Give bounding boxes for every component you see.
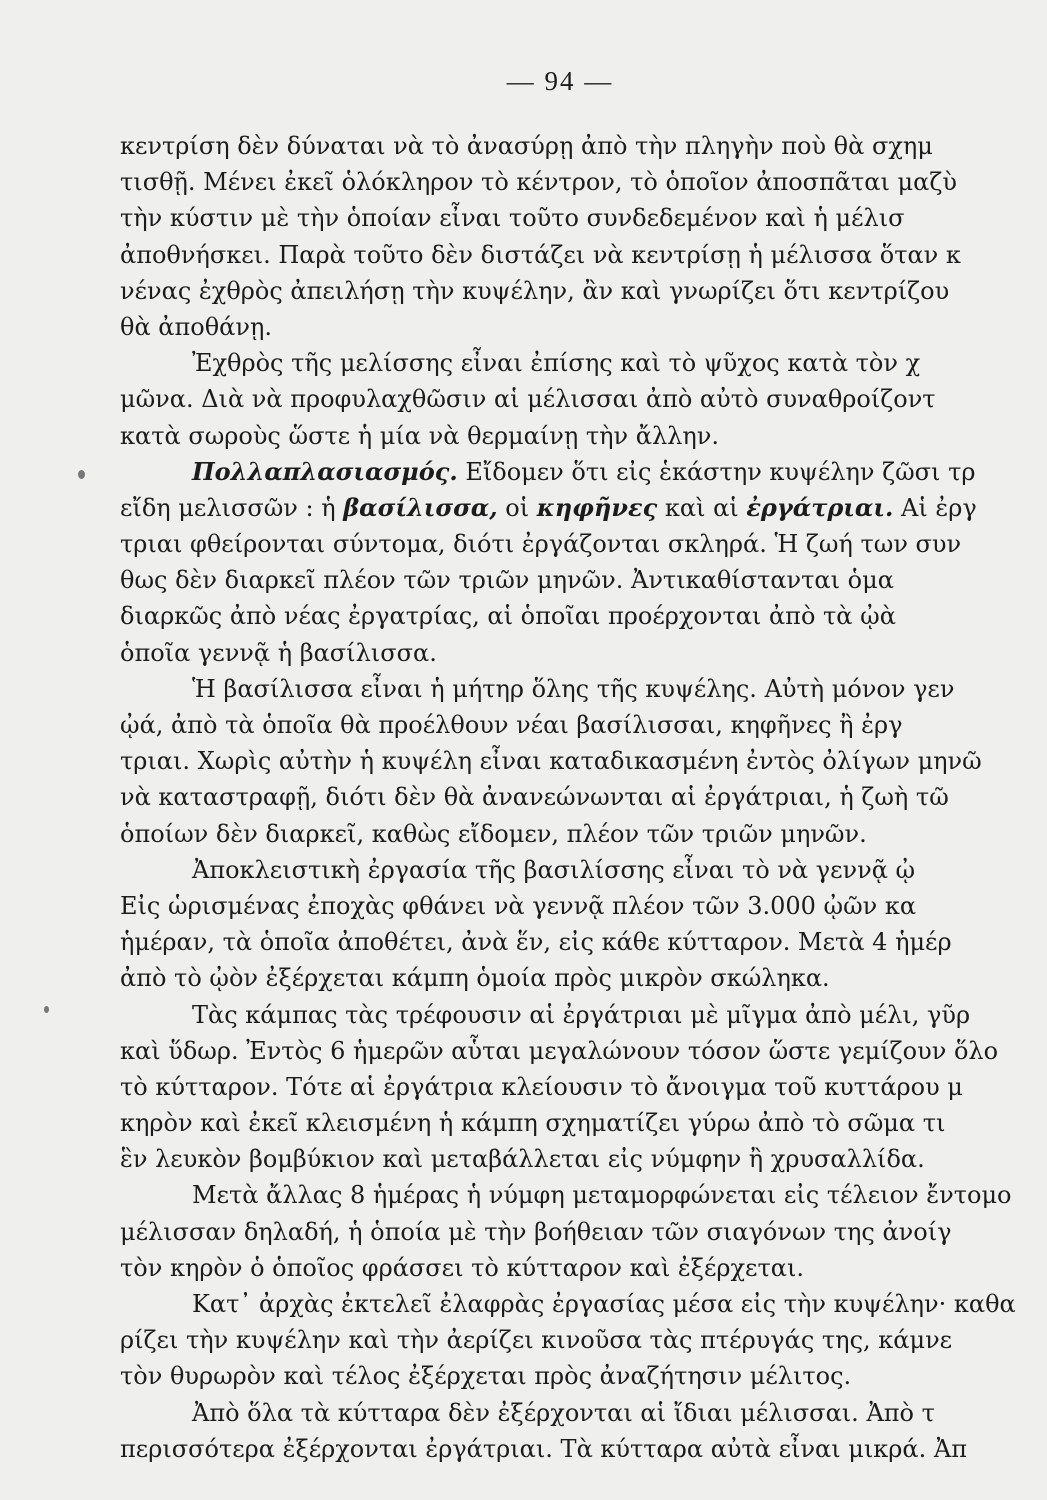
- body-text: [120, 128, 1047, 1467]
- line-text: μῶνα. Διὰ νὰ προφυλαχθῶσιν αἱ μέλισσαι ἀπὸ αὐτὸ συναθροίζοντ: [120, 385, 936, 414]
- text-line: [120, 1358, 1047, 1394]
- line-text: Κατ᾿ ἀρχὰς ἐκτελεῖ ἐλαφρὰς ἐργασίας μέσα εἰς τὴν κυψέλην· καθα: [192, 1290, 1016, 1318]
- text-line: [120, 273, 1047, 309]
- text-line: [120, 1322, 1047, 1358]
- scan-spot: [78, 470, 85, 479]
- text-line: [120, 345, 1047, 381]
- line-text: ᾠά, ἀπὸ τὰ ὁποῖα θὰ προέλθουν νέαι βασίλισσαι, κηφῆνες ἢ ἐργ: [120, 711, 903, 739]
- line-text: ρίζει τὴν κυψέλην καὶ τὴν ἀερίζει κινοῦσα τὰς πτέρυγάς της, κάμνε: [120, 1326, 953, 1355]
- line-text: τὸν θυρωρὸν καὶ τέλος ἐξέρχεται πρὸς ἀναζήτησιν μέλιτος.: [120, 1362, 852, 1391]
- line-text: Ἐχθρὸς τῆς μελίσσης εἶναι ἐπίσης καὶ τὸ ψῦχος κατὰ τὸν χ: [192, 349, 921, 378]
- line-text: Μετὰ ἄλλας 8 ἡμέρας ἡ νύμφη μεταμορφώνεται εἰς τέλειον ἔντομο: [192, 1181, 1012, 1210]
- line-text: περισσότερα ἐξέρχονται ἐργάτριαι. Τὰ κύτταρα αὐτὰ εἶναι μικρά. Ἀπ: [120, 1434, 967, 1463]
- line-text: κατὰ σωροὺς ὥστε ἡ μία νὰ θερμαίνῃ τὴν ἄλλην.: [120, 421, 719, 450]
- line-text: τὸ κύτταρον. Τότε αἱ ἐργάτρια κλείουσιν τὸ ἄνοιγμα τοῦ κυττάρου μ: [120, 1072, 963, 1101]
- text-line: [120, 598, 1047, 634]
- line-text: τὸν κηρὸν ὁ ὁποῖος φράσσει τὸ κύτταρον καὶ ἐξέρχεται.: [120, 1253, 805, 1282]
- scan-spot: [44, 1006, 49, 1013]
- text-line: [120, 562, 1047, 598]
- text-line: [120, 237, 1047, 273]
- text-line: [120, 1141, 1047, 1177]
- text-line: [120, 418, 1047, 454]
- line-text: ἡμέραν, τὰ ὁποῖα ἀποθέτει, ἀνὰ ἕν, εἰς κάθε κύτταρον. Μετὰ 4 ἡμέρ: [120, 928, 952, 957]
- text-line: [120, 1177, 1047, 1213]
- line-text: θὰ ἀποθάνῃ.: [120, 312, 272, 341]
- bold-term: βασίλισσα,: [343, 492, 498, 522]
- line-text: μέλισσαν δηλαδή, ἡ ὁποία μὲ τὴν βοήθειαν τῶν σιαγόνων της ἀνοίγ: [120, 1217, 952, 1246]
- line-text: τισθῇ. Μένει ἐκεῖ ὁλόκληρον τὸ κέντρον, τὸ ὁποῖον ἀποσπᾶται μαζὺ: [120, 168, 957, 197]
- line-text: Εἰς ὡρισμένας ἐποχὰς φθάνει νὰ γεννᾷ πλέον τῶν 3.000 ᾠῶν κα: [120, 891, 917, 920]
- line-text: Αἱ ἐργ: [893, 493, 977, 522]
- line-text: κηρὸν καὶ ἐκεῖ κλεισμένη ἡ κάμπη σχηματίζει γύρω ἀπὸ τὸ σῶμα τι: [120, 1109, 946, 1138]
- text-line: [120, 1250, 1047, 1286]
- text-line: [120, 852, 1047, 888]
- line-text: νὰ καταστραφῇ, διότι δὲν θὰ ἀνανεώνωνται αἱ ἐργάτριαι, ἡ ζωὴ τῶ: [120, 783, 949, 812]
- bold-term: ἐργάτριαι.: [746, 492, 894, 522]
- line-text: Εἴδομεν ὅτι εἰς ἑκάστην κυψέλην ζῶσι τρ: [457, 457, 976, 486]
- line-text: Τὰς κάμπας τὰς τρέφουσιν αἱ ἐργάτριαι μὲ μῖγμα ἀπὸ μέλι, γῦρ: [192, 1000, 971, 1029]
- line-text: θως δὲν διαρκεῖ πλέον τῶν τριῶν μηνῶν. Ἀντικαθίστανται ὁμα: [120, 566, 894, 595]
- line-text: Ἡ βασίλισσα εἶναι ἡ μήτηρ ὅλης τῆς κυψέλης. Αὐτὴ μόνον γεν: [192, 674, 955, 703]
- text-line: [120, 490, 1047, 526]
- line-text: ἓν λευκὸν βομβύκιον καὶ μεταβάλλεται εἰς νύμφην ἢ χρυσαλλίδα.: [120, 1145, 925, 1174]
- line-text: καὶ ὕδωρ. Ἐντὸς 6 ἡμερῶν αὗται μεγαλώνουν τόσον ὥστε γεμίζουν ὅλο: [120, 1036, 999, 1065]
- text-line: [120, 1033, 1047, 1069]
- text-line: [120, 779, 1047, 815]
- text-line: [120, 707, 1047, 743]
- text-line: [120, 1214, 1047, 1250]
- bold-term: κηφῆνες: [536, 492, 658, 522]
- text-line: [120, 743, 1047, 779]
- text-line: [120, 671, 1047, 707]
- line-text: κεντρίση δὲν δύναται νὰ τὸ ἀνασύρῃ ἀπὸ τὴν πληγὴν ποὺ θὰ σχημ: [120, 132, 933, 160]
- text-line: [120, 960, 1047, 996]
- line-text: Ἀπὸ ὅλα τὰ κύτταρα δὲν ἐξέρχονται αἱ ἴδιαι μέλισσαι. Ἀπὸ τ: [192, 1398, 935, 1427]
- line-text: ὁποῖα γεννᾷ ἡ βασίλισσα.: [120, 638, 437, 667]
- line-text: εἴδη μελισσῶν : ἡ: [120, 493, 344, 522]
- text-line: [120, 164, 1047, 200]
- line-text: τριαι. Χωρὶς αὐτὴν ἡ κυψέλη εἶναι καταδικασμένη ἐντὸς ὀλίγων μηνῶ: [120, 747, 982, 776]
- text-line: [120, 997, 1047, 1033]
- line-text: καὶ αἱ: [657, 493, 747, 522]
- text-line: [120, 1431, 1047, 1467]
- text-line: [120, 200, 1047, 236]
- text-line: [120, 454, 1047, 490]
- text-line: [120, 1395, 1047, 1431]
- line-text: διαρκῶς ἀπὸ νέας ἐργατρίας, αἱ ὁποῖαι προέρχονται ἀπὸ τὰ ᾠὰ: [120, 602, 896, 631]
- text-line: [120, 1286, 1047, 1322]
- text-line: [120, 128, 1047, 164]
- text-line: [120, 924, 1047, 960]
- line-text: ἀπὸ τὸ ᾠὸν ἐξέρχεται κάμπη ὁμοία πρὸς μικρὸν σκώληκα.: [120, 964, 830, 993]
- text-line: [120, 635, 1047, 671]
- bold-term: Πολλαπλασιασμός.: [192, 456, 458, 486]
- text-line: [120, 309, 1047, 345]
- line-text: τριαι φθείρονται σύντομα, διότι ἐργάζονται σκληρά. Ἡ ζωή των συν: [120, 530, 962, 559]
- text-line: [120, 381, 1047, 417]
- text-line: [120, 816, 1047, 852]
- text-line: [120, 888, 1047, 924]
- line-text: οἱ: [497, 493, 537, 522]
- text-line: [120, 1069, 1047, 1105]
- line-text: Ἀποκλειστικὴ ἐργασία τῆς βασιλίσσης εἶναι τὸ νὰ γεννᾷ ᾠ: [192, 855, 916, 884]
- line-text: τὴν κύστιν μὲ τὴν ὁποίαν εἶναι τοῦτο συνδεδεμένον καὶ ἡ μέλισ: [120, 204, 905, 233]
- text-line: [120, 1105, 1047, 1141]
- text-line: [120, 526, 1047, 562]
- line-text: νένας ἐχθρὸς ἀπειλήσῃ τὴν κυψέλην, ἂν καὶ γνωρίζει ὅτι κεντρίζου: [120, 276, 950, 305]
- line-text: ἀποθνήσκει. Παρὰ τοῦτο δὲν διστάζει νὰ κεντρίσῃ ἡ μέλισσα ὅταν κ: [120, 240, 961, 269]
- page-number: — 94 —: [506, 66, 614, 96]
- line-text: ὁποίων δὲν διαρκεῖ, καθὼς εἴδομεν, πλέον τῶν τριῶν μηνῶν.: [120, 819, 867, 848]
